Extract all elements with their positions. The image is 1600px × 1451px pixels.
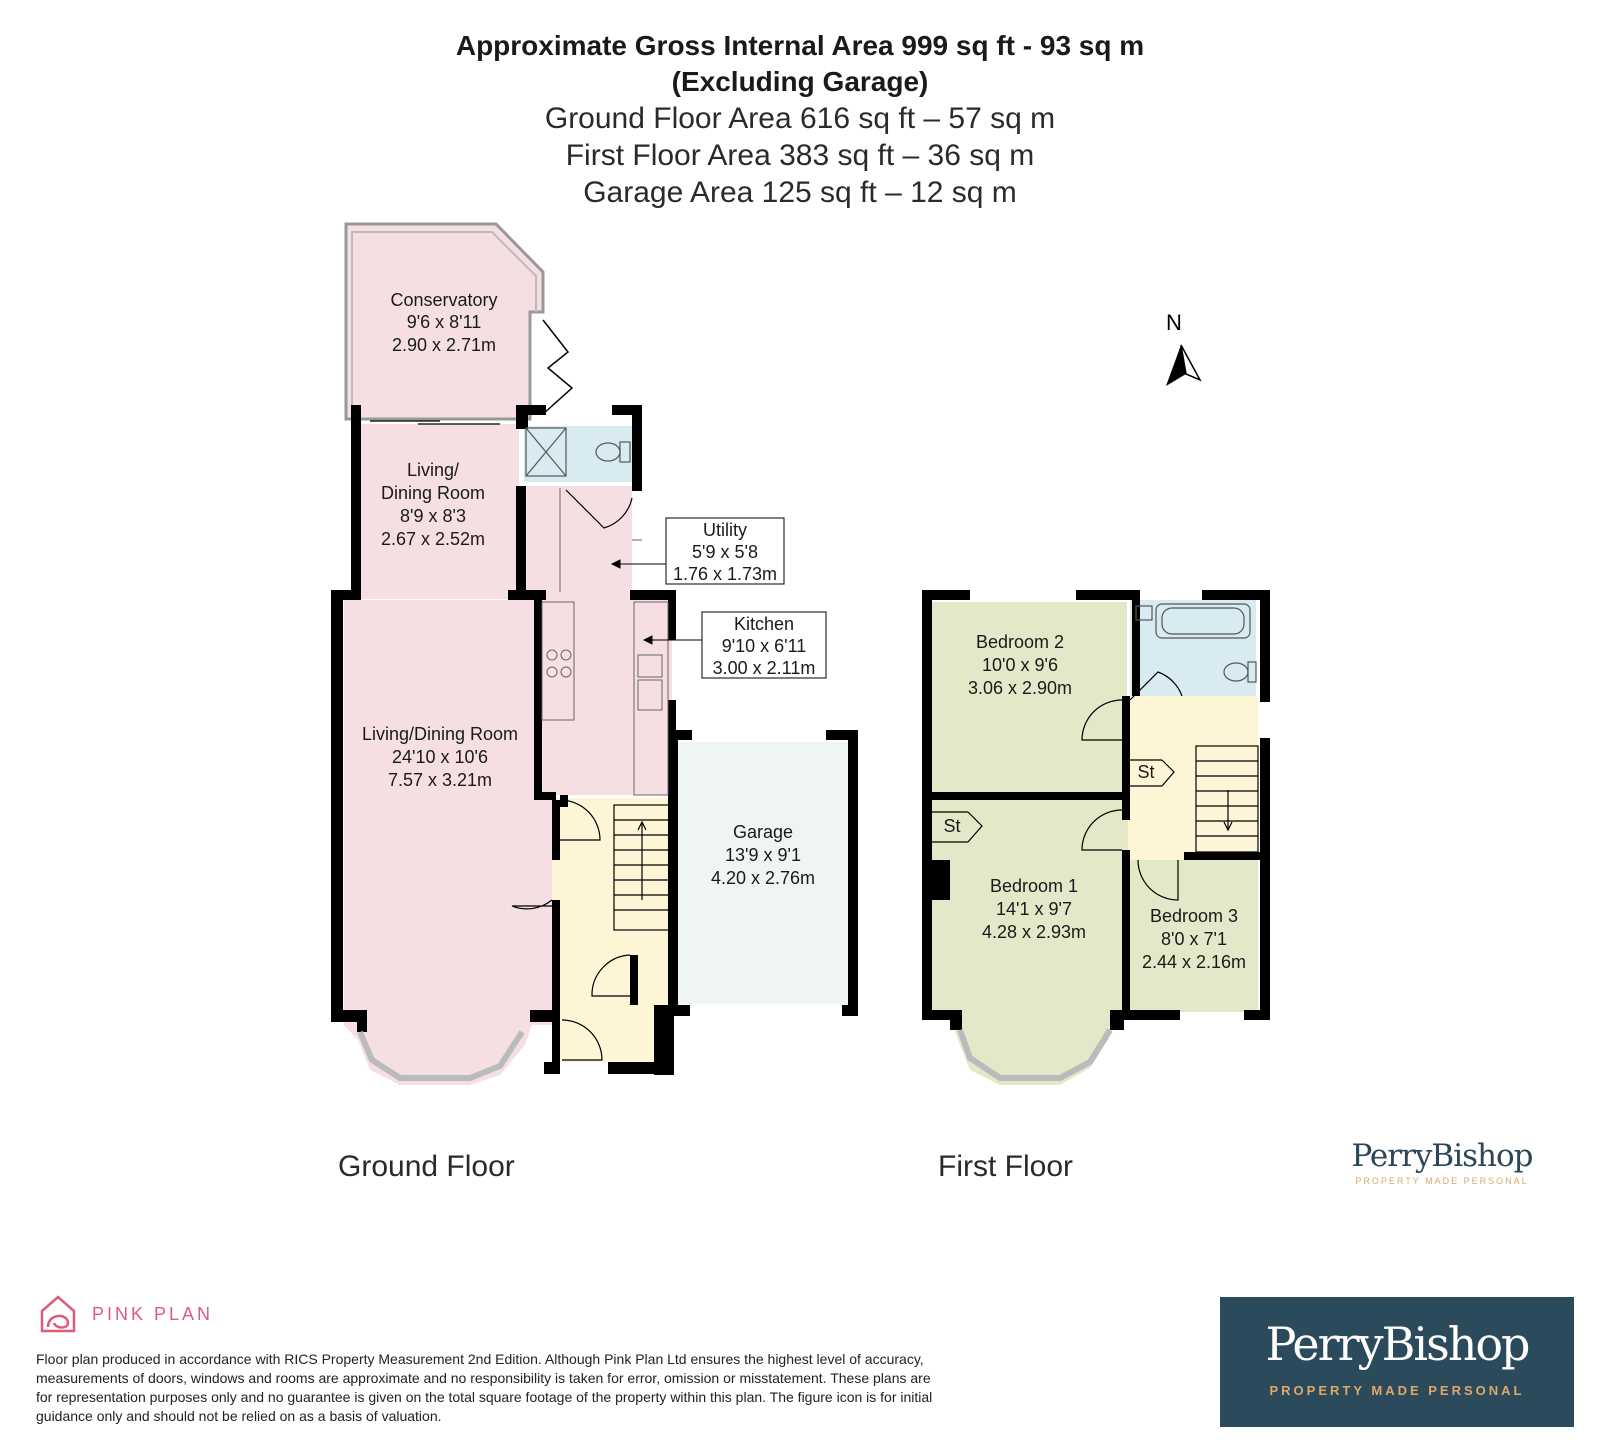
excluding-garage-note: (Excluding Garage) <box>671 66 929 97</box>
bedroom3-imperial: 8'0 x 7'1 <box>1161 929 1227 949</box>
conservatory-metric: 2.90 x 2.71m <box>391 335 497 355</box>
first-floor-label: First Floor <box>938 1150 1073 1183</box>
conservatory-imperial: 9'6 x 8'11 <box>406 312 482 332</box>
garage-metric: 4.20 x 2.76m <box>710 868 816 888</box>
living-upper-metric: 2.67 x 2.52m <box>380 529 486 549</box>
ground-floor-area: Ground Floor Area 616 sq ft – 57 sq m <box>544 102 1056 135</box>
garage-name: Garage <box>732 822 794 842</box>
store-landing-label: St <box>1137 762 1155 782</box>
utility-metric: 1.76 x 1.73m <box>672 564 778 584</box>
conservatory-name: Conservatory <box>390 290 498 310</box>
perrybishop-wordmark: PerryBishop <box>1265 1317 1529 1371</box>
conservatory-door <box>543 320 572 414</box>
living-upper-name2: Dining Room <box>380 483 486 503</box>
perrybishop-wordmark-small: PerryBishop <box>1351 1138 1533 1174</box>
bedroom2-imperial: 10'0 x 9'6 <box>982 655 1058 675</box>
living-main-fill <box>344 600 552 1085</box>
shower-room-fill <box>524 426 634 482</box>
bedroom1-metric: 4.28 x 2.93m <box>981 922 1087 942</box>
living-main-imperial: 24'10 x 10'6 <box>392 747 488 767</box>
living-upper-name1: Living/ <box>406 460 460 480</box>
bedroom2-metric: 3.06 x 2.90m <box>967 678 1073 698</box>
compass-label: N <box>1166 310 1182 335</box>
pinkplan-wordmark: PINK PLAN <box>92 1303 214 1324</box>
ground-floor-label: Ground Floor <box>338 1150 515 1183</box>
kitchen-imperial: 9'10 x 6'11 <box>721 636 807 656</box>
bedroom3-name: Bedroom 3 <box>1149 906 1239 926</box>
gross-area-title: Approximate Gross Internal Area 999 sq ft - 93 sq m <box>455 30 1145 61</box>
store-bedroom1-label: St <box>943 816 961 836</box>
garage-area: Garage Area 125 sq ft – 12 sq m <box>583 176 1017 209</box>
disclaimer-text: Floor plan produced in accordance with RICS Property Measurement 2nd Edition. Although Pink Plan Ltd ensures the highest level of accuracy, measurements of doors, windows and rooms are approximate and no responsibility is taken for error, omission or misstatement. These plans are for representation purposes only and no guarantee is given on the total square footage of the property within this plan. The figure icon is for initial guidance only and should not be relied on as a basis of valuation. <box>36 1351 933 1424</box>
utility-name: Utility <box>703 520 747 540</box>
utility-imperial: 5'9 x 5'8 <box>692 542 758 562</box>
bedroom1-name: Bedroom 1 <box>989 876 1079 896</box>
north-compass-icon <box>1166 310 1200 386</box>
perrybishop-tagline-small: PROPERTY MADE PERSONAL <box>1355 1176 1529 1186</box>
bedroom3-metric: 2.44 x 2.16m <box>1141 952 1247 972</box>
bedroom1-imperial: 14'1 x 9'7 <box>996 899 1072 919</box>
kitchen-metric: 3.00 x 2.11m <box>712 658 816 678</box>
living-upper-imperial: 8'9 x 8'3 <box>400 506 466 526</box>
pinkplan-logo <box>38 1292 213 1336</box>
perrybishop-tagline: PROPERTY MADE PERSONAL <box>1269 1383 1525 1398</box>
living-main-metric: 7.57 x 3.21m <box>387 770 493 790</box>
bedroom2-name: Bedroom 2 <box>975 632 1065 652</box>
first-floor-area: First Floor Area 383 sq ft – 36 sq m <box>565 139 1035 172</box>
garage-imperial: 13'9 x 9'1 <box>725 845 801 865</box>
kitchen-name: Kitchen <box>733 614 795 634</box>
perrybishop-logo-small <box>1342 1138 1542 1186</box>
pinkplan-house-icon <box>38 1293 78 1335</box>
perrybishop-logo-box <box>1220 1297 1574 1427</box>
living-main-name: Living/Dining Room <box>361 724 519 744</box>
